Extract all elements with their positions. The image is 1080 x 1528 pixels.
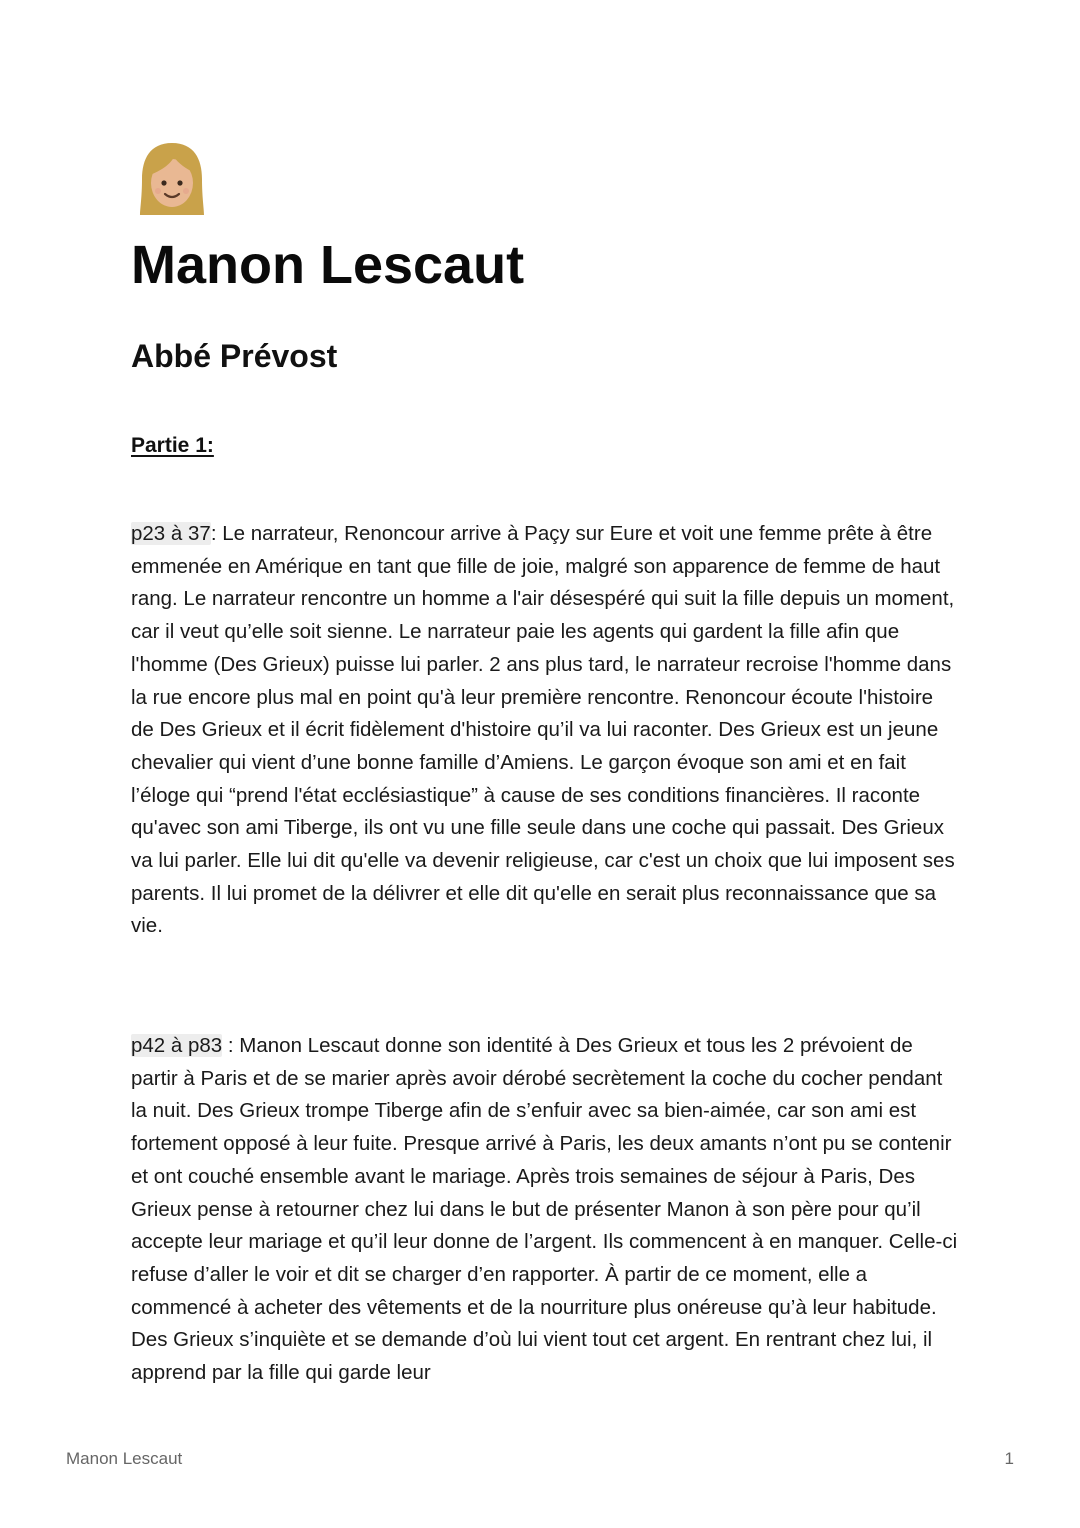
paragraph-1-text: : Le narrateur, Renoncour arrive à Paçy sur Eure et voit une femme prête à être emmenée en Amérique en tant que fille de joie, malgré son apparence de femme de haut rang. Le narrateur rencontre un homme a l'air désespéré qui suit la fille depuis un moment, car il veut qu’elle soit sienne. Le narrateur paie les agents qui gardent la fille afin que l'homme (Des Grieux) puisse lui parler. 2 ans plus tard, le narrateur recroise l'homme dans la rue encore plus mal en point qu'à leur première rencontre. Renoncour écoute l'histoire de Des Grieux et il écrit fidèlement d'histoire qu’il va lui raconter. Des Grieux est un jeune chevalier qui vient d’une bonne famille d’Amiens. Le garçon évoque son ami et en fait l’éloge qui “prend l'état ecclésiastique” à cause de ses conditions financières. Il raconte qu'avec son ami Tiberge, ils ont vu une fille seule dans une coche qui passait. Des Grieux va lui parler. Elle lui dit qu'elle va devenir religieuse, car c'est un choix que lui imposent ses parents. Il lui promet de la délivrer et elle dit qu'elle en serait plus reconnaissance que sa vie.: [131, 522, 955, 938]
paragraph-2-text: : Manon Lescaut donne son identité à Des Grieux et tous les 2 prévoient de partir à Paris et de se marier après avoir dérobé secrètement la coche du cocher pendant la nuit. Des Grieux trompe Tiberge afin de s’enfuir avec sa bien-aimée, car son ami est fortement opposé à leur fuite. Presque arrivé à Paris, les deux amants n’ont pu se contenir et ont couché ensemble avant le mariage. Après trois semaines de séjour à Paris, Des Grieux pense à retourner chez lui dans le but de présenter Manon à son père pour qu’il accepte leur mariage et qu’il leur donne de l’argent. Ils commencent à en manquer. Celle-ci refuse d’aller le voir et dit se charger d’en rapporter. À partir de ce moment, elle a commencé à acheter des vêtements et de la nourriture plus onéreuse qu’à leur habitude. Des Grieux s’inquiète et se demande d’où lui vient tout cet argent. En rentrant chez lui, il apprend par la fille qui garde leur: [131, 1034, 958, 1385]
document-author: Abbé Prévost: [131, 338, 338, 374]
page-reference-1: p23 à 37: [131, 522, 211, 545]
section-heading: Partie 1:: [131, 434, 214, 457]
page-number: 1: [1004, 1449, 1014, 1468]
page-reference-2: p42 à p83: [131, 1034, 223, 1057]
footer-title: Manon Lescaut: [66, 1449, 183, 1468]
woman-emoji-icon: [138, 141, 206, 217]
paragraph-1: [131, 518, 961, 943]
paragraph-2: [131, 1030, 961, 1390]
document-title: Manon Lescaut: [131, 235, 525, 295]
